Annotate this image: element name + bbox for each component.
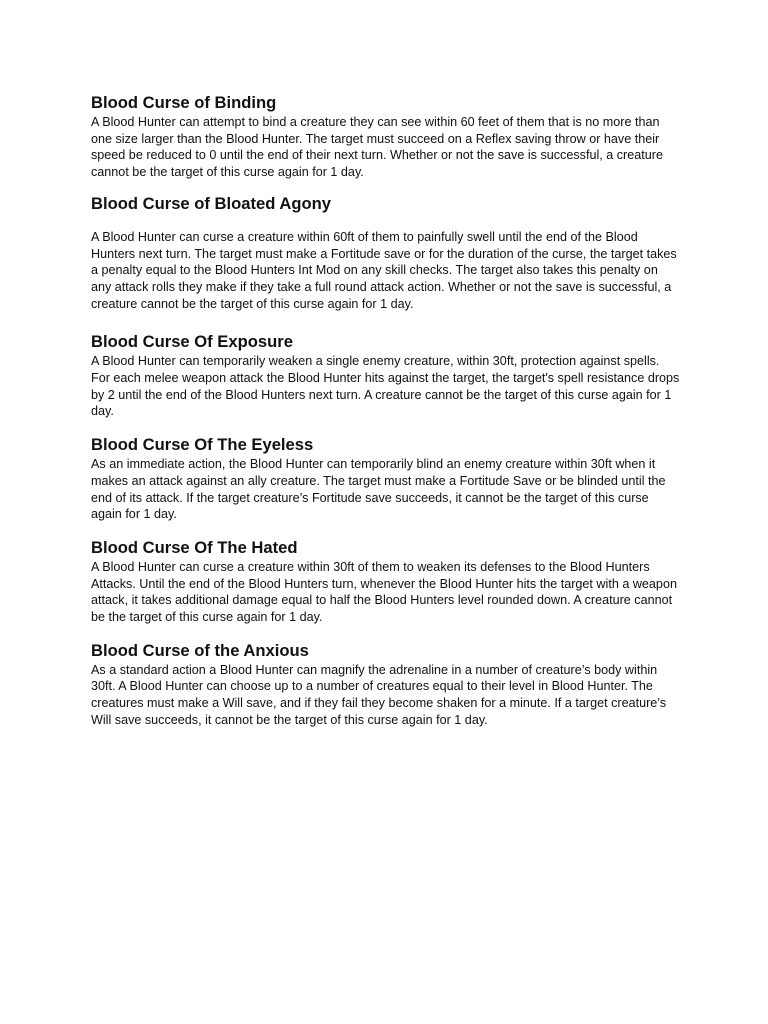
section-heading: Blood Curse of Bloated Agony xyxy=(91,193,331,213)
document-page xyxy=(91,93,681,729)
section-body: A Blood Hunter can attempt to bind a creature they can see within 60 feet of them that is no more than one size larger than the Blood Hunter. The target must succeed on a Reflex saving throw or have their speed be reduced to 0 until the end of their next turn. Whether or not the save is successful, a creature cannot be the target of this curse again for 1 day. xyxy=(91,115,663,180)
section-heading: Blood Curse Of The Hated xyxy=(91,537,298,557)
section-blood-curse-of-the-eyeless xyxy=(91,435,681,523)
section-blood-curse-of-binding xyxy=(91,93,681,181)
section-heading: Blood Curse of Binding xyxy=(91,93,277,112)
section-heading: Blood Curse of the Anxious xyxy=(91,640,309,660)
section-body: As an immediate action, the Blood Hunter can temporarily blind an enemy creature within 30ft when it makes an attack against an ally creature. The target must make a Fortitude Save or be blinded until the end of its attack. If the target creature’s Fortitude save succeeds, it cannot be the target of this curse again for 1 day. xyxy=(91,457,666,522)
section-blood-curse-of-exposure xyxy=(91,332,681,420)
section-body: As a standard action a Blood Hunter can magnify the adrenaline in a number of creature’s body within 30ft. A Blood Hunter can choose up to a number of creatures equal to their level in Blood Hunter. The creatures must make a Will save, and if they fail they become shaken for a minute. If a target creature’s Will save succeeds, it cannot be the target of this curse again for 1 day. xyxy=(91,662,667,727)
section-blood-curse-of-bloated-agony xyxy=(91,194,681,313)
section-body: A Blood Hunter can temporarily weaken a single enemy creature, within 30ft, protection against spells. For each melee weapon attack the Blood Hunter hits against the target, the target's spell resistance drops by 2 until the end of the Blood Hunters next turn. A creature cannot be the target of this curse again for 1 day. xyxy=(91,354,680,419)
section-blood-curse-of-the-hated xyxy=(91,538,681,626)
section-heading: Blood Curse Of The Eyeless xyxy=(91,435,314,455)
section-blood-curse-of-the-anxious xyxy=(91,641,681,729)
section-body: A Blood Hunter can curse a creature within 60ft of them to painfully swell until the end of the Blood Hunters next turn. The target must make a Fortitude save or for the duration of the curse, the target takes a penalty equal to the Blood Hunters Int Mod on any skill checks. The target also takes this penalty on any attack rolls they make if they take a full round attack action. Whether or not the save is successful, a creature cannot be the target of this curse again for 1 day. xyxy=(91,229,677,311)
section-heading: Blood Curse Of Exposure xyxy=(91,332,293,352)
section-body: A Blood Hunter can curse a creature within 30ft of them to weaken its defenses to the Blood Hunters Attacks. Until the end of the Blood Hunters turn, whenever the Blood Hunter hits the target with a weapon attack, it takes additional damage equal to half the Blood Hunters level rounded down. A creature cannot be the target of this curse again for 1 day. xyxy=(91,559,677,625)
